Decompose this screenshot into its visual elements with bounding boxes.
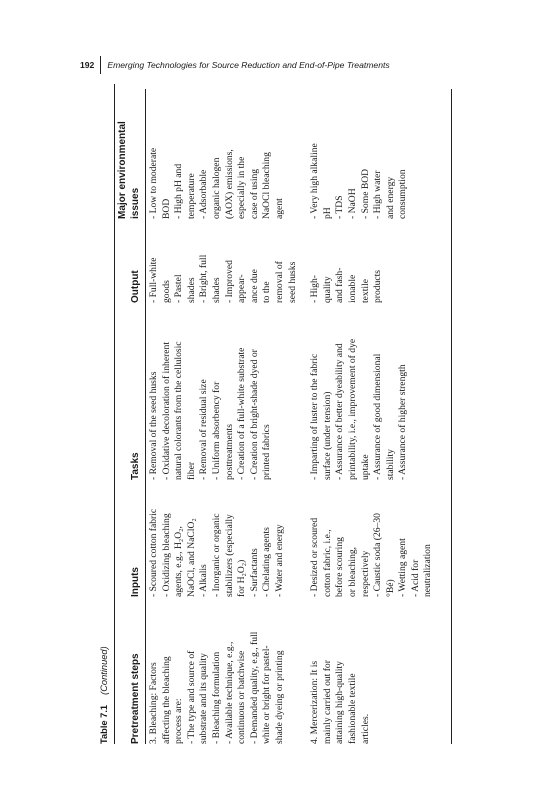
cell-line: - Scoured cotton fabric — [148, 508, 159, 597]
cell-line: temperature — [185, 173, 197, 219]
cell-line: shades — [210, 277, 222, 303]
table-cell-inputs — [299, 480, 435, 597]
cell-line: agent — [273, 198, 285, 219]
cell-line: - Removal of the seed husks — [148, 371, 159, 480]
cell-line: case of using — [248, 168, 260, 219]
cell-line: cotton fabric, i.e., — [321, 529, 333, 597]
bottom-rule — [451, 89, 452, 744]
cell-line: affecting the bleaching — [160, 656, 172, 744]
cell-line: - Imparting of luster to the fabric — [309, 353, 321, 480]
cell-line: shade dyeing or printing — [273, 650, 285, 744]
column-header-inputs: Inputs — [129, 567, 141, 597]
cell-line: - Caustic soda (26–30 — [372, 513, 384, 597]
cell-line: agents, e.g., H₂O₂, — [173, 526, 185, 597]
cell-line: - Acid for — [409, 559, 421, 597]
cell-line: - Oxidative decoloration of inherent — [160, 342, 172, 480]
cell-line: products — [372, 269, 384, 303]
cell-line: articles. — [359, 713, 371, 744]
table-row — [146, 89, 299, 744]
cell-line: - Wetting agent — [397, 538, 409, 597]
cell-line: textile — [359, 279, 371, 303]
cell-line: posttreatments — [223, 424, 235, 480]
cell-line: ance due — [248, 269, 260, 303]
cell-line: - Full-white — [148, 257, 159, 303]
table-cell-inputs — [146, 480, 299, 597]
table-row — [299, 89, 435, 744]
cell-line: - Assurance of better dyeability and — [334, 343, 346, 480]
cell-line: attaining high-quality — [334, 661, 346, 744]
cell-line: pH — [321, 207, 333, 219]
cell-line: stabilizers (especially — [223, 514, 235, 597]
cell-line: stability — [384, 449, 396, 480]
cell-line: process are: — [173, 698, 185, 744]
cell-line: especially in the — [236, 156, 248, 219]
column-header-output: Output — [129, 270, 141, 303]
cell-line: goods — [160, 280, 172, 303]
cell-line: fashionable textile — [346, 673, 358, 744]
cell-line: NaOCl, and NaClO₂ — [185, 518, 197, 597]
cell-line: - Assurance of good dimensional — [372, 353, 384, 480]
cell-line: 3. Bleaching: Factors — [148, 662, 159, 744]
cell-line: - NaOH — [346, 188, 358, 219]
cell-line: seed husks — [286, 261, 298, 303]
cell-line: ionable — [346, 274, 358, 303]
table-cell-tasks — [299, 303, 435, 480]
cell-line: removal of — [273, 261, 285, 303]
cell-line: or bleaching, — [346, 546, 358, 597]
cell-line: - Available technique, e.g., — [223, 641, 235, 744]
cell-line: printed fabrics — [261, 424, 273, 480]
table-label: Table 7.1 — [99, 704, 109, 744]
running-header — [80, 56, 460, 74]
cell-line: and energy — [384, 176, 396, 219]
cell-line: - Pastel — [173, 274, 185, 303]
cell-line: - Water and energy — [273, 524, 285, 597]
cell-line: for H₂O₂) — [236, 559, 248, 597]
cell-line: - High pH and — [173, 163, 185, 219]
cell-line: (AOX) emissions, — [223, 149, 235, 219]
table-cell-issues — [299, 89, 435, 219]
cell-line: - High- — [309, 275, 321, 303]
cell-line: shades — [185, 277, 197, 303]
cell-line: printability, i.e., improvement of dye — [346, 338, 358, 480]
table-cell-output — [299, 219, 435, 303]
table-continued: (Continued) — [99, 646, 109, 695]
cell-line: and fash- — [334, 267, 346, 303]
pretreatment-table — [115, 89, 435, 744]
cell-line: - Creation of a full-white substrate — [236, 347, 248, 480]
cell-line: - TDS — [334, 195, 346, 219]
page-number: 192 — [80, 56, 101, 74]
cell-line: to the — [261, 281, 273, 303]
table-header-row — [115, 89, 145, 744]
running-title: Emerging Technologies for Source Reduction and End-of-Pipe Treatments — [107, 60, 390, 70]
cell-line: NaOCl bleaching — [261, 152, 273, 219]
cell-line: - The type and source of — [185, 650, 197, 744]
table-cell-steps — [299, 597, 435, 744]
table-caption — [94, 84, 114, 744]
table-cell-output — [146, 219, 299, 303]
cell-line: BOD — [160, 198, 172, 219]
cell-line: organic halogen — [210, 157, 222, 219]
column-header-issues: Major environmental issues — [117, 121, 141, 219]
cell-line: - Removal of residual size — [198, 379, 210, 480]
cell-line: - Uniform absorbency for — [210, 381, 222, 480]
cell-line: - Very high alkaline — [309, 143, 321, 219]
cell-line: - Low to moderate — [148, 147, 159, 219]
cell-line: continuous or batchwise — [236, 650, 248, 744]
cell-line: - Demanded quality, e.g., full — [248, 631, 260, 744]
cell-line: natural colorants from the cellulosic — [173, 341, 185, 480]
cell-line: - Improved — [223, 260, 235, 303]
cell-line: white or bright for pastel- — [261, 645, 273, 744]
cell-line: quality — [321, 276, 333, 303]
cell-line: - Bright, full — [198, 254, 210, 303]
cell-line: consumption — [397, 169, 409, 219]
cell-line: surface (under tension) — [321, 391, 333, 480]
cell-line: - Creation of bright-shade dyed or — [248, 349, 260, 480]
cell-line: 4. Mercerization: It is — [309, 660, 321, 744]
rotated-table-region — [94, 84, 474, 744]
cell-line: - Chelating agents — [261, 527, 273, 597]
cell-line: - Surfactants — [248, 548, 260, 597]
cell-line: substrate and its quality — [198, 653, 210, 744]
column-header-steps: Pretreatment steps — [129, 653, 141, 744]
cell-line: - Oxidizing bleaching — [160, 513, 172, 597]
cell-line: - High water — [372, 170, 384, 219]
cell-line: mainly carried out for — [321, 660, 333, 744]
table-cell-issues — [146, 89, 299, 219]
cell-line: before scouring — [334, 537, 346, 597]
cell-line: - Alkalis — [198, 564, 210, 597]
table-cell-steps — [146, 597, 299, 744]
cell-line: - Some BOD — [359, 168, 371, 219]
cell-line: uptake — [359, 454, 371, 480]
cell-line: neutralization — [422, 544, 434, 597]
cell-line: - Bleaching formulation — [210, 651, 222, 744]
table-cell-tasks — [146, 303, 299, 480]
cell-line: - Desized or scoured — [309, 517, 321, 597]
cell-line: - Inorganic or organic — [210, 513, 222, 597]
cell-line: - Adsorbable — [198, 169, 210, 219]
cell-line: respectively — [359, 550, 371, 597]
column-header-tasks: Tasks — [129, 452, 141, 480]
cell-line: appear- — [236, 274, 248, 303]
cell-line: °Bé) — [384, 579, 396, 597]
cell-line: fiber — [185, 461, 197, 480]
cell-line: - Assurance of higher strength — [397, 364, 409, 480]
